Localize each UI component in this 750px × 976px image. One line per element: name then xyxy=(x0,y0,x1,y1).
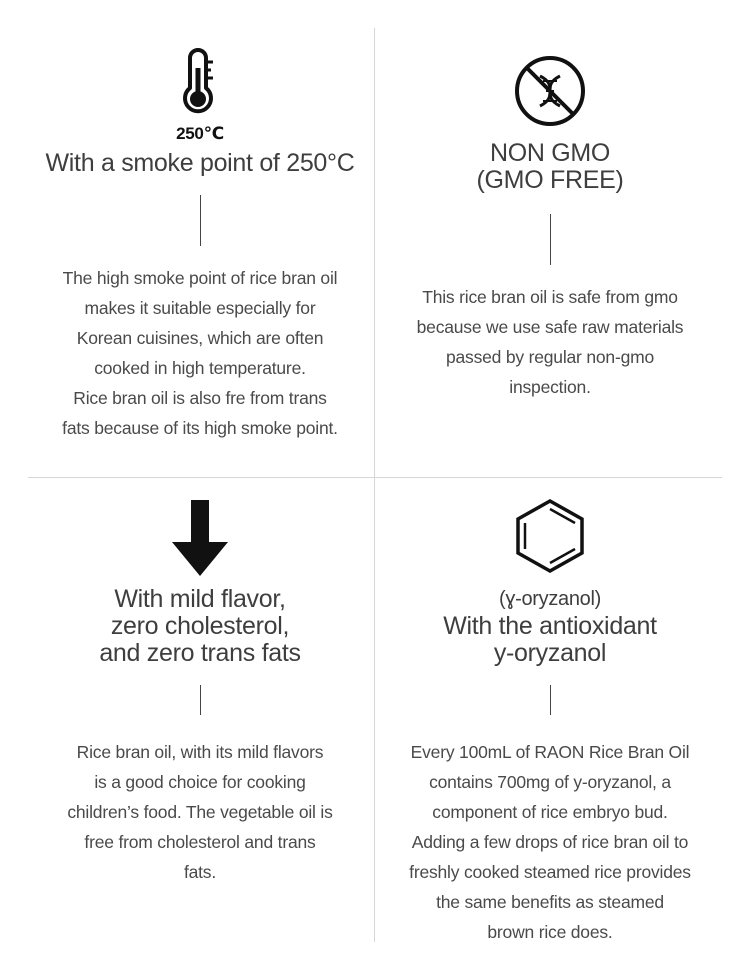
section-divider xyxy=(550,685,551,715)
vertical-grid-divider xyxy=(374,28,375,942)
body-line: Korean cuisines, which are often xyxy=(76,328,324,348)
heading-line: y-oryzanol xyxy=(493,639,607,667)
body-line: fats because of its high smoke point. xyxy=(62,418,338,438)
mild-flavor-section xyxy=(30,490,370,887)
smoke-point-section xyxy=(30,40,370,443)
thermometer-icon xyxy=(175,40,225,122)
smoke-point-description xyxy=(30,263,370,443)
body-line: Rice bran oil is also fre from trans xyxy=(73,388,327,408)
body-line: Rice bran oil, with its mild flavors xyxy=(76,742,324,762)
benzene-ring-icon xyxy=(514,498,586,574)
body-line: brown rice does. xyxy=(487,922,613,942)
section-divider xyxy=(550,214,551,265)
body-line: component of rice embryo bud. xyxy=(432,802,668,822)
body-line: because we use safe raw materials xyxy=(416,317,684,337)
non-gmo-heading xyxy=(380,140,720,194)
body-line: is a good choice for cooking xyxy=(94,772,306,792)
horizontal-grid-divider xyxy=(28,477,722,478)
heading-line: (GMO FREE) xyxy=(476,166,624,194)
body-line: Every 100mL of RAON Rice Bran Oil xyxy=(410,742,690,762)
body-line: inspection. xyxy=(509,377,591,397)
section-divider xyxy=(200,195,201,246)
body-line: makes it suitable especially for xyxy=(84,298,316,318)
mild-flavor-heading xyxy=(30,586,370,667)
heading-line: and zero trans fats xyxy=(99,639,301,667)
body-line: The high smoke point of rice bran oil xyxy=(62,268,338,288)
heading-line: NON GMO xyxy=(489,139,611,167)
body-line: This rice bran oil is safe from gmo xyxy=(422,287,678,307)
body-line: fats. xyxy=(183,862,217,882)
non-gmo-description xyxy=(380,282,720,402)
body-line: free from cholesterol and trans xyxy=(84,832,316,852)
smoke-point-heading xyxy=(30,150,370,177)
body-line: children’s food. The vegetable oil is xyxy=(67,802,333,822)
oryzanol-description xyxy=(380,737,720,947)
heading-line: With mild flavor, xyxy=(114,585,286,613)
heading-line: With a smoke point of 250°C xyxy=(45,149,355,177)
non-gmo-section xyxy=(380,40,720,402)
body-line: Adding a few drops of rice bran oil to xyxy=(411,832,689,852)
temperature-label: 250℃ xyxy=(176,124,224,143)
oryzanol-section xyxy=(380,490,720,947)
body-line: the same benefits as steamed xyxy=(436,892,664,912)
heading-subtitle: (ɣ-oryzanol) xyxy=(499,588,601,610)
body-line: contains 700mg of y-oryzanol, a xyxy=(429,772,671,792)
body-line: passed by regular non-gmo xyxy=(445,347,655,367)
heading-line: With the antioxidant xyxy=(443,612,657,640)
no-dna-icon xyxy=(513,54,587,128)
section-divider xyxy=(200,685,201,715)
body-line: freshly cooked steamed rice provides xyxy=(409,862,691,882)
oryzanol-heading xyxy=(380,586,720,667)
mild-flavor-description xyxy=(30,737,370,887)
body-line: cooked in high temperature. xyxy=(94,358,306,378)
heading-line: zero cholesterol, xyxy=(110,612,290,640)
down-arrow-icon xyxy=(170,500,230,578)
